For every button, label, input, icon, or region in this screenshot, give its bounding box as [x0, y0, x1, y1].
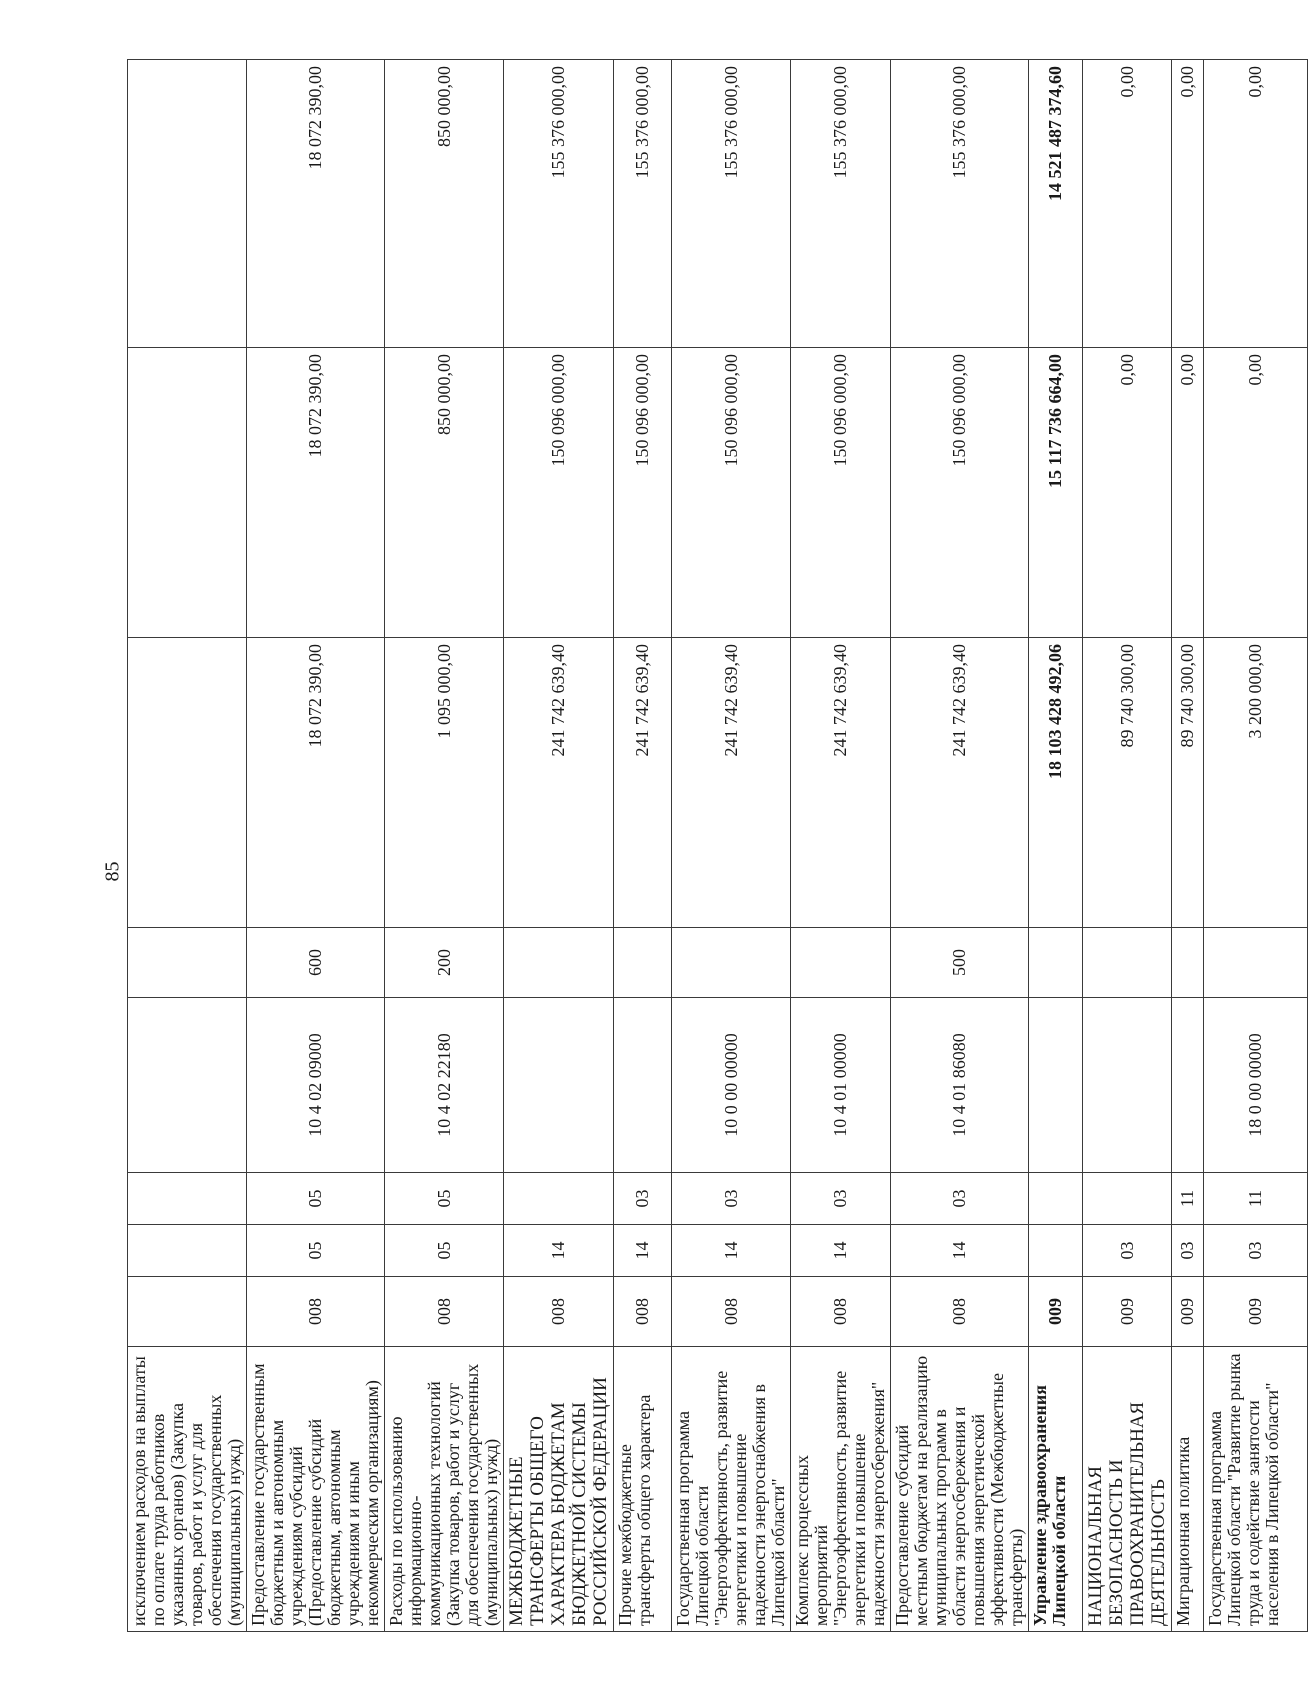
amount-2023: 155 376 000,00	[791, 60, 891, 348]
amount-2021: 241 742 639,40	[614, 638, 672, 928]
expense-type-code: 600	[247, 928, 385, 998]
amount-2023: 18 072 390,00	[247, 60, 385, 348]
amount-2022: 150 096 000,00	[891, 348, 1029, 638]
section-code: 03	[1204, 1225, 1308, 1277]
subsection-code: 03	[614, 1173, 672, 1225]
section-code: 03	[1083, 1225, 1172, 1277]
amount-2021: 89 740 300,00	[1083, 638, 1172, 928]
amount-2021: 1 095 000,00	[385, 638, 504, 928]
row-name: Предоставление субсидий местным бюджетам на реализацию муниципальных программ в области энергосбережения и повышения энергетической эффективности (Межбюджетные трансферты)	[891, 1347, 1029, 1632]
amount-2023	[128, 60, 247, 348]
table-row	[1204, 60, 1308, 1632]
subsection-code: 11	[1172, 1173, 1204, 1225]
target-article-code	[1029, 998, 1083, 1173]
section-code	[128, 1225, 247, 1277]
target-article-code: 10 4 01 00000	[791, 998, 891, 1173]
expense-type-code	[791, 928, 891, 998]
ved-code: 009	[1029, 1277, 1083, 1347]
ved-code: 008	[385, 1277, 504, 1347]
target-article-code: 18 0 00 00000	[1204, 998, 1308, 1173]
target-article-code: 10 0 00 00000	[672, 998, 791, 1173]
section-code: 05	[385, 1225, 504, 1277]
target-article-code	[614, 998, 672, 1173]
section-code: 14	[504, 1225, 614, 1277]
ved-code: 008	[614, 1277, 672, 1347]
amount-2021: 89 740 300,00	[1172, 638, 1204, 928]
ved-code: 008	[791, 1277, 891, 1347]
expense-type-code	[672, 928, 791, 998]
ved-code: 008	[891, 1277, 1029, 1347]
table-row	[247, 60, 385, 1632]
subsection-code: 05	[385, 1173, 504, 1225]
table-row	[1029, 60, 1083, 1632]
section-code: 14	[791, 1225, 891, 1277]
section-code: 05	[247, 1225, 385, 1277]
amount-2022	[128, 348, 247, 638]
budget-table-rotated	[127, 60, 1282, 1632]
amount-2023: 0,00	[1204, 60, 1308, 348]
amount-2023: 0,00	[1083, 60, 1172, 348]
amount-2023: 155 376 000,00	[672, 60, 791, 348]
amount-2022: 18 072 390,00	[247, 348, 385, 638]
row-name: Предоставление государственным бюджетным и автономным учреждениям субсидий (Предоставление субсидий бюджетным, автономным учреждениям и иным некоммерческим организациям)	[247, 1347, 385, 1632]
table-row	[1083, 60, 1172, 1632]
expense-type-code	[1204, 928, 1308, 998]
table-row	[128, 60, 247, 1632]
ved-code: 009	[1083, 1277, 1172, 1347]
subsection-code	[1029, 1173, 1083, 1225]
ved-code: 008	[504, 1277, 614, 1347]
amount-2023: 155 376 000,00	[504, 60, 614, 348]
expense-type-code	[1083, 928, 1172, 998]
row-name: МЕЖБЮДЖЕТНЫЕ ТРАНСФЕРТЫ ОБЩЕГО ХАРАКТЕРА БЮДЖЕТАМ БЮДЖЕТНОЙ СИСТЕМЫ РОССИЙСКОЙ ФЕДЕРАЦИИ	[504, 1347, 614, 1632]
subsection-code: 05	[247, 1173, 385, 1225]
section-code	[1029, 1225, 1083, 1277]
expense-type-code	[1029, 928, 1083, 998]
subsection-code: 11	[1204, 1173, 1308, 1225]
ved-code: 009	[1172, 1277, 1204, 1347]
amount-2022: 150 096 000,00	[672, 348, 791, 638]
ved-code: 008	[672, 1277, 791, 1347]
expense-type-code	[1172, 928, 1204, 998]
amount-2022: 150 096 000,00	[614, 348, 672, 638]
ved-code: 008	[247, 1277, 385, 1347]
section-code: 14	[614, 1225, 672, 1277]
amount-2021: 241 742 639,40	[672, 638, 791, 928]
table-row	[672, 60, 791, 1632]
target-article-code: 10 4 02 22180	[385, 998, 504, 1173]
amount-2021: 18 072 390,00	[247, 638, 385, 928]
ved-code	[128, 1277, 247, 1347]
amount-2022: 150 096 000,00	[791, 348, 891, 638]
ved-code: 009	[1204, 1277, 1308, 1347]
row-name: Государственная программа Липецкой области "Энергоэффективность, развитие энергетики и повышение надежности энергоснабжения в Липецкой области"	[672, 1347, 791, 1632]
target-article-code	[128, 998, 247, 1173]
amount-2023: 14 521 487 374,60	[1029, 60, 1083, 348]
table-row	[791, 60, 891, 1632]
row-name: Комплекс процессных мероприятий "Энергоэффективность, развитие энергетики и повышение надежности энергосбережения"	[791, 1347, 891, 1632]
amount-2023: 850 000,00	[385, 60, 504, 348]
target-article-code: 10 4 01 86080	[891, 998, 1029, 1173]
target-article-code	[1172, 998, 1204, 1173]
table-row	[614, 60, 672, 1632]
subsection-code: 03	[891, 1173, 1029, 1225]
table-row	[1172, 60, 1204, 1632]
amount-2021	[128, 638, 247, 928]
amount-2022: 0,00	[1204, 348, 1308, 638]
section-code: 14	[672, 1225, 791, 1277]
table-row	[385, 60, 504, 1632]
amount-2021: 3 200 000,00	[1204, 638, 1308, 928]
section-code: 14	[891, 1225, 1029, 1277]
subsection-code	[504, 1173, 614, 1225]
row-name: Миграционная политика	[1172, 1347, 1204, 1632]
budget-table	[127, 59, 1308, 1632]
amount-2022: 0,00	[1172, 348, 1204, 638]
expense-type-code	[504, 928, 614, 998]
amount-2022: 150 096 000,00	[504, 348, 614, 638]
row-name: Прочие межбюджетные трансферты общего характера	[614, 1347, 672, 1632]
amount-2021: 241 742 639,40	[504, 638, 614, 928]
amount-2021: 18 103 428 492,06	[1029, 638, 1083, 928]
row-name: Государственная программа Липецкой области "Развитие рынка труда и содействие занятости населения в Липецкой области"	[1204, 1347, 1308, 1632]
expense-type-code: 200	[385, 928, 504, 998]
page-number: 85	[101, 861, 124, 882]
amount-2021: 241 742 639,40	[891, 638, 1029, 928]
amount-2021: 241 742 639,40	[791, 638, 891, 928]
expense-type-code	[128, 928, 247, 998]
target-article-code	[1083, 998, 1172, 1173]
amount-2023: 0,00	[1172, 60, 1204, 348]
row-name: НАЦИОНАЛЬНАЯ БЕЗОПАСНОСТЬ И ПРАВООХРАНИТЕЛЬНАЯ ДЕЯТЕЛЬНОСТЬ	[1083, 1347, 1172, 1632]
target-article-code: 10 4 02 09000	[247, 998, 385, 1173]
amount-2022: 0,00	[1083, 348, 1172, 638]
subsection-code: 03	[672, 1173, 791, 1225]
amount-2023: 155 376 000,00	[614, 60, 672, 348]
section-code: 03	[1172, 1225, 1204, 1277]
subsection-code	[1083, 1173, 1172, 1225]
row-name: Расходы по использованию информационно-коммуникационных технологий (Закупка товаров, работ и услуг для обеспечения государственных (муниципальных) нужд)	[385, 1347, 504, 1632]
expense-type-code: 500	[891, 928, 1029, 998]
amount-2022: 15 117 736 664,00	[1029, 348, 1083, 638]
amount-2022: 850 000,00	[385, 348, 504, 638]
subsection-code	[128, 1173, 247, 1225]
table-row	[504, 60, 614, 1632]
row-name: Управление здравоохранения Липецкой области	[1029, 1347, 1083, 1632]
row-name: исключением расходов на выплаты по оплате труда работников указанных органов) (Закупка товаров, работ и услуг для обеспечения государственных (муниципальных) нужд)	[128, 1347, 247, 1632]
expense-type-code	[614, 928, 672, 998]
target-article-code	[504, 998, 614, 1173]
amount-2023: 155 376 000,00	[891, 60, 1029, 348]
subsection-code: 03	[791, 1173, 891, 1225]
table-row	[891, 60, 1029, 1632]
